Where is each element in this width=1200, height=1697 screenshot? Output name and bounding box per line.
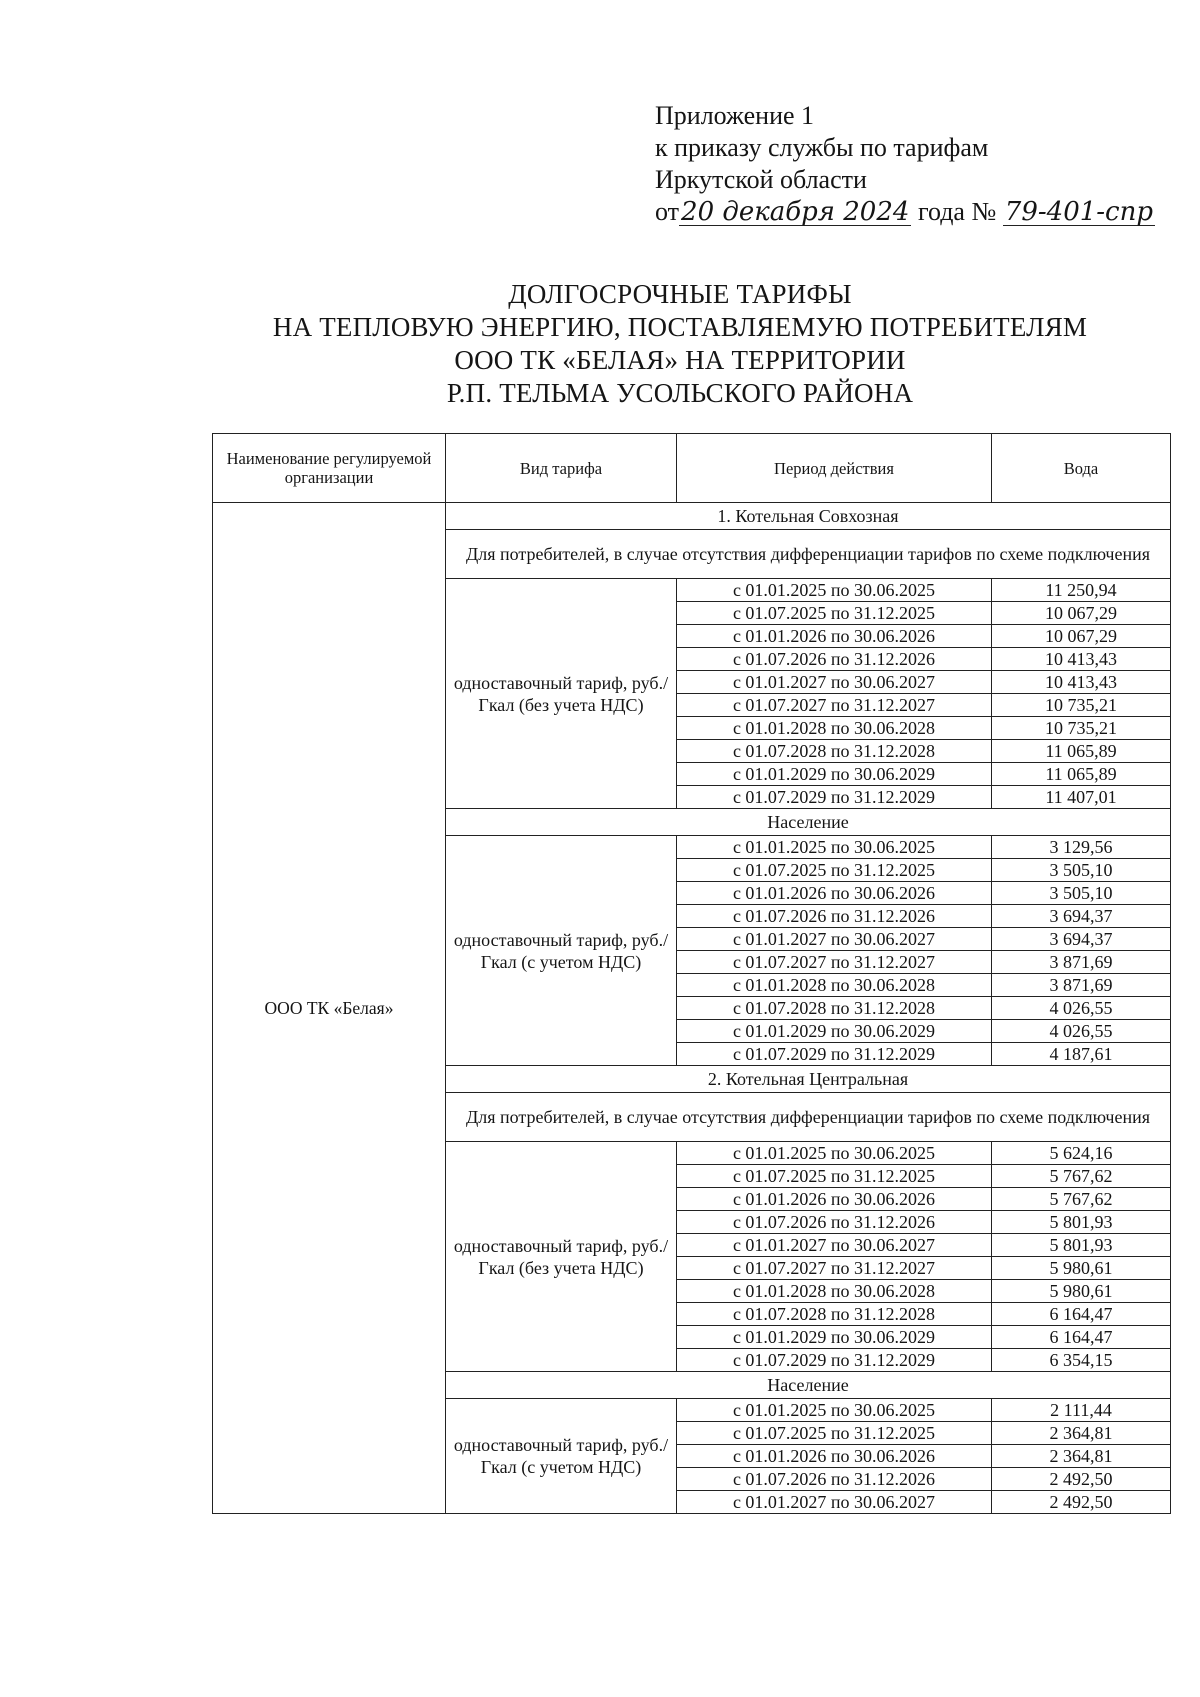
tariff-kind: одноставочный тариф, руб./Гкал (с учетом НДС) — [446, 836, 677, 1066]
header-water: Вода — [992, 434, 1171, 503]
consumer-group-label: Население — [446, 809, 1171, 836]
period-cell: с 01.01.2028 по 30.06.2028 — [677, 717, 992, 740]
period-cell: с 01.07.2027 по 31.12.2027 — [677, 1257, 992, 1280]
section-title: 1. Котельная Совхозная — [446, 503, 1171, 530]
appendix-line-3: Иркутской области — [655, 165, 867, 194]
period-cell: с 01.01.2025 по 30.06.2025 — [677, 1142, 992, 1165]
consumer-group-label: Население — [446, 1372, 1171, 1399]
water-value-cell: 11 407,01 — [992, 786, 1171, 809]
handwritten-order-number: 79-401-спр — [1004, 197, 1154, 227]
period-cell: с 01.07.2025 по 31.12.2025 — [677, 1422, 992, 1445]
period-cell: с 01.07.2028 по 31.12.2028 — [677, 1303, 992, 1326]
consumer-group-label: Для потребителей, в случае отсутствия дифференциации тарифов по схеме подключения — [446, 1093, 1171, 1142]
water-value-cell: 3 694,37 — [992, 905, 1171, 928]
water-value-cell: 10 067,29 — [992, 602, 1171, 625]
period-cell: с 01.01.2028 по 30.06.2028 — [677, 974, 992, 997]
header-row — [213, 434, 1171, 503]
period-cell: с 01.07.2025 по 31.12.2025 — [677, 1165, 992, 1188]
water-value-cell: 4 026,55 — [992, 1020, 1171, 1043]
period-cell: с 01.01.2025 по 30.06.2025 — [677, 579, 992, 602]
period-cell: с 01.07.2026 по 31.12.2026 — [677, 648, 992, 671]
water-value-cell: 3 694,37 — [992, 928, 1171, 951]
water-value-cell: 4 187,61 — [992, 1043, 1171, 1066]
water-value-cell: 2 492,50 — [992, 1468, 1171, 1491]
organization-name: ООО ТК «Белая» — [213, 503, 446, 1514]
appendix-block — [655, 100, 1155, 228]
water-value-cell: 2 492,50 — [992, 1491, 1171, 1514]
period-cell: с 01.07.2026 по 31.12.2026 — [677, 1211, 992, 1234]
period-cell: с 01.01.2028 по 30.06.2028 — [677, 1280, 992, 1303]
period-cell: с 01.07.2026 по 31.12.2026 — [677, 905, 992, 928]
water-value-cell: 5 980,61 — [992, 1257, 1171, 1280]
consumer-group-label: Для потребителей, в случае отсутствия дифференциации тарифов по схеме подключения — [446, 530, 1171, 579]
water-value-cell: 10 413,43 — [992, 671, 1171, 694]
section-title: 2. Котельная Центральная — [446, 1066, 1171, 1093]
water-value-cell: 5 624,16 — [992, 1142, 1171, 1165]
water-value-cell: 4 026,55 — [992, 997, 1171, 1020]
water-value-cell: 2 364,81 — [992, 1422, 1171, 1445]
water-value-cell: 3 871,69 — [992, 974, 1171, 997]
water-value-cell: 3 505,10 — [992, 882, 1171, 905]
appendix-line-2: к приказу службы по тарифам — [655, 133, 989, 162]
water-value-cell: 11 065,89 — [992, 763, 1171, 786]
title-line-1: ДОЛГОСРОЧНЫЕ ТАРИФЫ — [508, 279, 852, 309]
title-line-4: Р.П. ТЕЛЬМА УСОЛЬСКОГО РАЙОНА — [446, 378, 914, 408]
appendix-order-line — [655, 196, 1155, 228]
period-cell: с 01.07.2028 по 31.12.2028 — [677, 997, 992, 1020]
period-cell: с 01.01.2026 по 30.06.2026 — [677, 1445, 992, 1468]
water-value-cell: 3 505,10 — [992, 859, 1171, 882]
period-cell: с 01.01.2025 по 30.06.2025 — [677, 1399, 992, 1422]
from-label: от — [655, 197, 680, 226]
period-cell: с 01.07.2026 по 31.12.2026 — [677, 1468, 992, 1491]
water-value-cell: 2 364,81 — [992, 1445, 1171, 1468]
handwritten-date: 20 декабря 2024 — [681, 197, 910, 227]
water-value-cell: 10 067,29 — [992, 625, 1171, 648]
water-value-cell: 2 111,44 — [992, 1399, 1171, 1422]
appendix-line-1: Приложение 1 — [655, 101, 815, 130]
water-value-cell: 10 413,43 — [992, 648, 1171, 671]
period-cell: с 01.01.2027 по 30.06.2027 — [677, 671, 992, 694]
water-value-cell: 5 767,62 — [992, 1188, 1171, 1211]
water-value-cell: 3 871,69 — [992, 951, 1171, 974]
period-cell: с 01.01.2026 по 30.06.2026 — [677, 625, 992, 648]
period-cell: с 01.07.2029 по 31.12.2029 — [677, 1349, 992, 1372]
tariff-body — [213, 503, 1171, 1514]
water-value-cell: 6 164,47 — [992, 1326, 1171, 1349]
period-cell: с 01.07.2025 по 31.12.2025 — [677, 602, 992, 625]
period-cell: с 01.01.2026 по 30.06.2026 — [677, 882, 992, 905]
water-value-cell: 10 735,21 — [992, 694, 1171, 717]
title-line-3: ООО ТК «БЕЛАЯ» НА ТЕРРИТОРИИ — [454, 345, 906, 375]
water-value-cell: 5 801,93 — [992, 1211, 1171, 1234]
header-tariff-kind: Вид тарифа — [446, 434, 677, 503]
water-value-cell: 5 801,93 — [992, 1234, 1171, 1257]
tariff-kind: одноставочный тариф, руб./Гкал (без учета НДС) — [446, 1142, 677, 1372]
period-cell: с 01.01.2025 по 30.06.2025 — [677, 836, 992, 859]
period-cell: с 01.07.2027 по 31.12.2027 — [677, 951, 992, 974]
header-period: Период действия — [677, 434, 992, 503]
period-cell: с 01.07.2025 по 31.12.2025 — [677, 859, 992, 882]
year-number-label: года № — [917, 197, 997, 226]
period-cell: с 01.01.2027 по 30.06.2027 — [677, 1491, 992, 1514]
document-title — [180, 278, 1180, 410]
tariff-kind: одноставочный тариф, руб./Гкал (с учетом НДС) — [446, 1399, 677, 1514]
water-value-cell: 5 767,62 — [992, 1165, 1171, 1188]
water-value-cell: 3 129,56 — [992, 836, 1171, 859]
section-row — [213, 503, 1171, 530]
header-org: Наименование регулируемой организации — [213, 434, 446, 503]
water-value-cell: 5 980,61 — [992, 1280, 1171, 1303]
period-cell: с 01.01.2027 по 30.06.2027 — [677, 928, 992, 951]
water-value-cell: 10 735,21 — [992, 717, 1171, 740]
period-cell: с 01.07.2027 по 31.12.2027 — [677, 694, 992, 717]
period-cell: с 01.01.2029 по 30.06.2029 — [677, 1020, 992, 1043]
tariff-table — [212, 433, 1171, 1514]
water-value-cell: 11 065,89 — [992, 740, 1171, 763]
tariff-kind: одноставочный тариф, руб./Гкал (без учета НДС) — [446, 579, 677, 809]
water-value-cell: 11 250,94 — [992, 579, 1171, 602]
period-cell: с 01.07.2028 по 31.12.2028 — [677, 740, 992, 763]
title-line-2: НА ТЕПЛОВУЮ ЭНЕРГИЮ, ПОСТАВЛЯЕМУЮ ПОТРЕБИТЕЛЯМ — [272, 312, 1088, 342]
water-value-cell: 6 164,47 — [992, 1303, 1171, 1326]
period-cell: с 01.01.2027 по 30.06.2027 — [677, 1234, 992, 1257]
period-cell: с 01.01.2029 по 30.06.2029 — [677, 1326, 992, 1349]
period-cell: с 01.01.2026 по 30.06.2026 — [677, 1188, 992, 1211]
water-value-cell: 6 354,15 — [992, 1349, 1171, 1372]
period-cell: с 01.07.2029 по 31.12.2029 — [677, 786, 992, 809]
period-cell: с 01.07.2029 по 31.12.2029 — [677, 1043, 992, 1066]
period-cell: с 01.01.2029 по 30.06.2029 — [677, 763, 992, 786]
